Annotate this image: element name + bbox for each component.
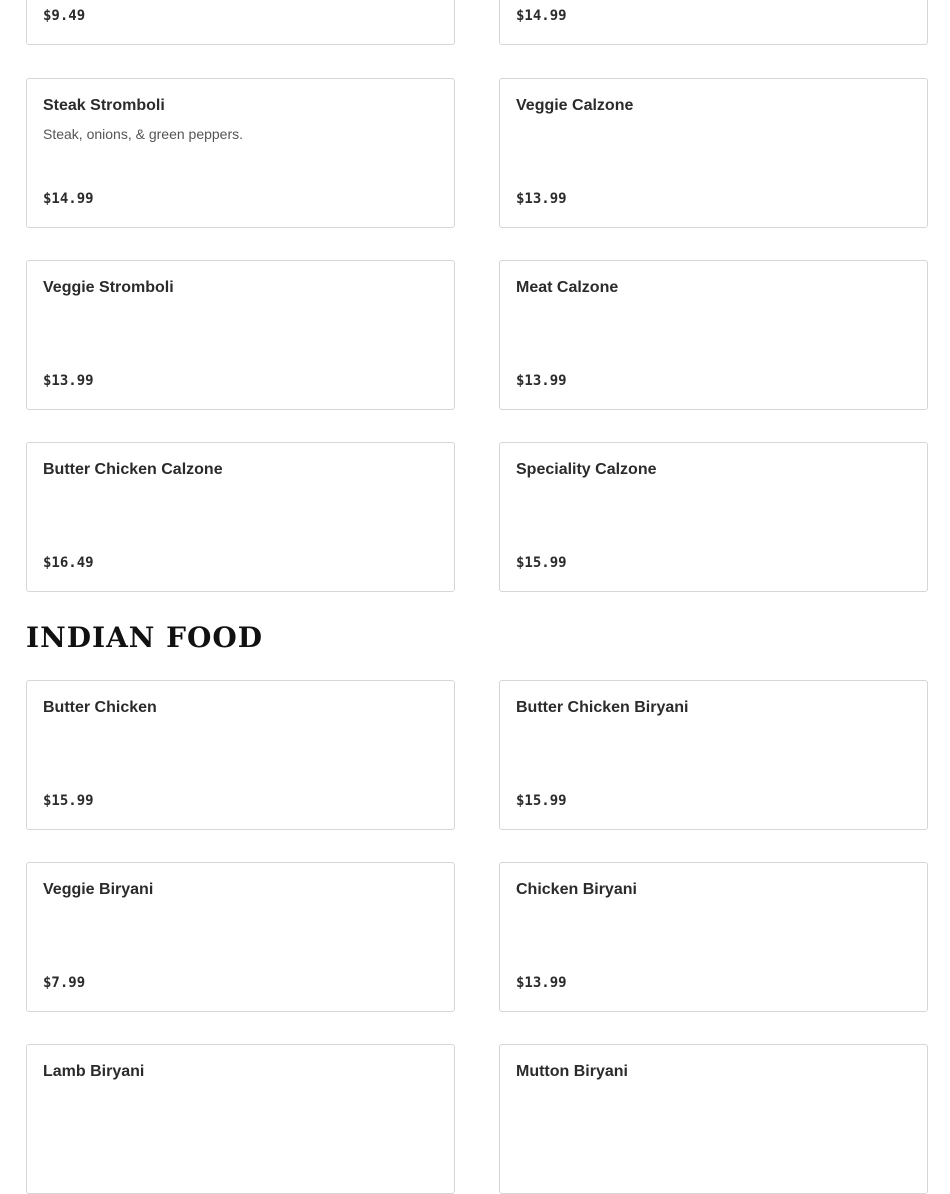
item-price: $14.99 xyxy=(516,8,567,24)
item-name: Mutton Biryani xyxy=(516,1063,628,1080)
item-price: $14.99 xyxy=(43,191,94,207)
item-price: $13.99 xyxy=(43,373,94,389)
menu-item-card[interactable] xyxy=(499,1044,928,1194)
menu-item-card[interactable] xyxy=(499,862,928,1012)
item-price: $7.99 xyxy=(43,975,86,991)
menu-item-card[interactable] xyxy=(26,442,455,592)
menu-item-card[interactable] xyxy=(499,442,928,592)
menu-item-card[interactable] xyxy=(26,680,455,830)
menu-item-card[interactable] xyxy=(499,680,928,830)
item-name: Steak Stromboli xyxy=(43,97,165,114)
menu-item-card[interactable] xyxy=(26,0,455,45)
menu-item-card[interactable] xyxy=(499,0,928,45)
menu-item-card[interactable] xyxy=(499,78,928,228)
item-price: $15.99 xyxy=(43,793,94,809)
item-name: Veggie Stromboli xyxy=(43,279,174,296)
item-name: Butter Chicken Biryani xyxy=(516,699,689,716)
item-name: Butter Chicken xyxy=(43,699,157,716)
item-price: $9.49 xyxy=(43,8,86,24)
item-price: $15.99 xyxy=(516,555,567,571)
section-title-indian-food: INDIAN FOOD xyxy=(26,621,264,654)
item-name: Lamb Biryani xyxy=(43,1063,145,1080)
item-name: Meat Calzone xyxy=(516,279,619,296)
item-price: $16.49 xyxy=(43,555,94,571)
item-name: Butter Chicken Calzone xyxy=(43,461,223,478)
item-price: $13.99 xyxy=(516,975,567,991)
item-price: $15.99 xyxy=(516,793,567,809)
item-price: $13.99 xyxy=(516,373,567,389)
item-price: $13.99 xyxy=(516,191,567,207)
menu-item-card[interactable] xyxy=(499,260,928,410)
item-name: Speciality Calzone xyxy=(516,461,657,478)
item-description: Steak, onions, & green peppers. xyxy=(43,126,244,142)
item-name: Veggie Calzone xyxy=(516,97,634,114)
menu-item-card[interactable] xyxy=(26,862,455,1012)
menu-item-card[interactable] xyxy=(26,78,455,228)
menu-item-card[interactable] xyxy=(26,1044,455,1194)
menu-item-card[interactable] xyxy=(26,260,455,410)
item-name: Veggie Biryani xyxy=(43,881,154,898)
item-name: Chicken Biryani xyxy=(516,881,637,898)
